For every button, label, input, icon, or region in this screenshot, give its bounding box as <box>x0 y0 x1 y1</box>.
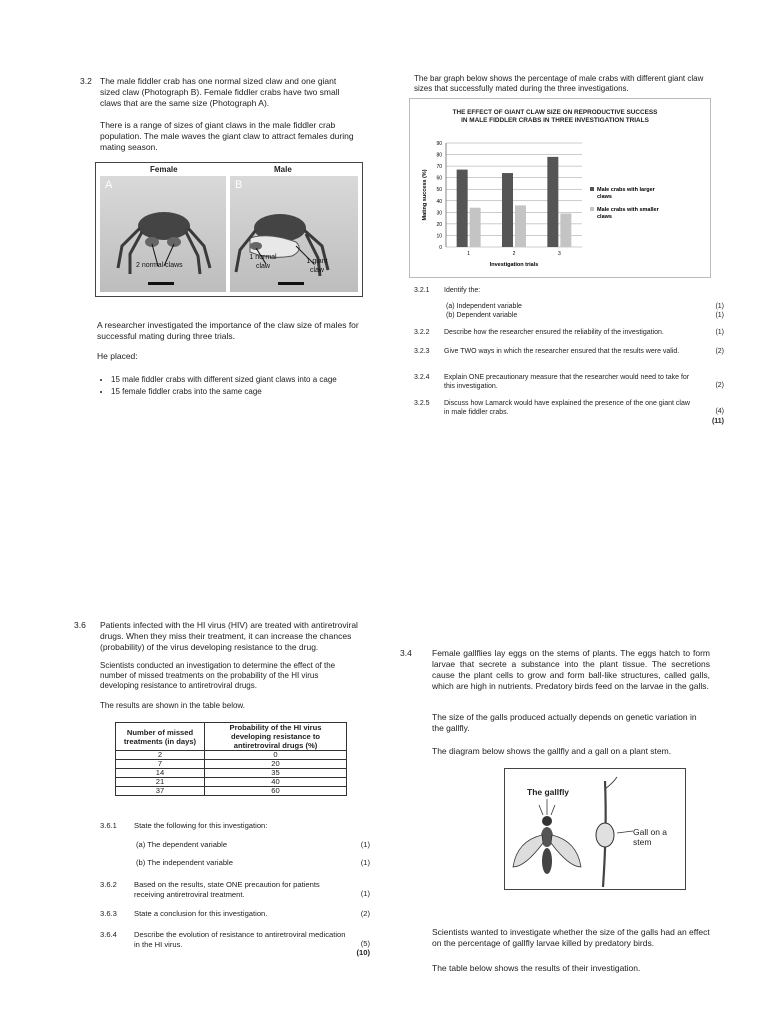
chart-title: THE EFFECT OF GIANT CLAW SIZE ON REPRODUCTIVE SUCCESS IN MALE FIDDLER CRABS IN THREE INVESTIGATION TRIALS <box>452 109 658 124</box>
legend-swatch <box>590 187 594 191</box>
normal-claw-label: 1 normal claw <box>249 254 277 270</box>
question-number: 3.4 <box>400 648 412 658</box>
question-marks: (2) <box>360 909 370 918</box>
table-row <box>116 778 347 787</box>
x-tick-label: 2 <box>512 251 516 257</box>
question-number: 3.2 <box>80 76 92 86</box>
bar <box>457 170 468 247</box>
q36-results: The results are shown in the table below. <box>100 701 245 710</box>
y-tick-label: 20 <box>436 221 442 228</box>
q34-diagram-intro: The diagram below shows the gallfly and a gall on a plant stem. <box>432 746 672 756</box>
question-text: Give TWO ways in which the researcher ensured that the results were valid. <box>444 348 680 355</box>
question-text: Explain ONE precautionary measure that the researcher would need to take for this investigation. <box>444 374 690 390</box>
y-tick-label: 0 <box>439 245 442 251</box>
question-text: State the following for this investigation: <box>134 821 268 830</box>
table-cell: 40 <box>205 778 347 787</box>
q34-size: The size of the galls produced actually depends on genetic variation in the gallfly. <box>432 712 697 733</box>
table-cell: 35 <box>205 769 347 778</box>
question-marks: (1) <box>360 840 370 849</box>
table-header: Number of missed treatments (in days) <box>116 723 205 751</box>
table-row <box>116 769 347 778</box>
question-number: 3.2.3 <box>414 348 430 355</box>
question-marks: (2) <box>715 382 724 389</box>
giant-claw-label: 1 giant claw <box>306 258 328 274</box>
table-row <box>116 751 347 760</box>
question-marks: (1) <box>715 312 724 319</box>
legend-label: Male crabs with larger claws <box>597 187 655 200</box>
question-text: Identify the: <box>444 287 481 294</box>
gallfly-label: The gallfly <box>527 787 570 797</box>
question-marks: (2) <box>715 348 724 355</box>
table-row <box>116 760 347 769</box>
question-number: 3.6.4 <box>100 930 117 939</box>
table-header: Probability of the HI virus developing resistance to antiretroviral drugs (%) <box>205 723 347 751</box>
x-tick-label: 3 <box>557 251 561 257</box>
table-cell: 2 <box>116 751 205 760</box>
question-text: Describe how the researcher ensured the reliability of the investigation. <box>444 329 664 336</box>
question-number: 3.2.5 <box>414 400 430 407</box>
table-cell: 7 <box>116 760 205 769</box>
photo-b-label: B <box>235 179 243 191</box>
q32-bullet-list <box>97 375 373 399</box>
q32-placed: He placed: <box>97 351 138 361</box>
total-marks: (11) <box>711 418 724 425</box>
question-text: (a) Independent variable <box>446 303 522 310</box>
female-label: Female <box>150 165 178 174</box>
question-marks: (1) <box>715 329 724 336</box>
gall-label: Gall on a stem <box>633 827 668 847</box>
table-cell: 37 <box>116 787 205 796</box>
male-label: Male <box>274 165 292 174</box>
legend-swatch <box>590 207 594 211</box>
question-marks: (4) <box>715 408 724 415</box>
y-tick-label: 40 <box>436 198 442 205</box>
list-item: • 15 female fiddler crabs into the same cage <box>111 387 373 397</box>
q36-scientists: Scientists conducted an investigation to determine the effect of the number of missed treatments on the probability of the HI virus developing resistance to antiretroviral drugs. <box>100 661 336 690</box>
question-marks: (1) <box>360 889 370 898</box>
question-text: (b) The independent variable <box>136 858 233 867</box>
x-tick-label: 1 <box>467 251 471 257</box>
table-row <box>116 787 347 796</box>
question-text: Discuss how Lamarck would have explained the presence of the one giant claw in male fiddler crabs. <box>444 400 690 416</box>
list-item: • 15 male fiddler crabs with different sized giant claws into a cage <box>111 375 373 385</box>
question-text: Describe the evolution of resistance to antiretroviral medication in the HI virus. <box>134 930 346 949</box>
gallfly-icon <box>513 799 581 874</box>
y-tick-label: 50 <box>436 187 442 194</box>
table-cell: 0 <box>205 751 347 760</box>
y-tick-label: 60 <box>436 175 442 182</box>
y-axis-label: Mating success (%) <box>422 169 428 221</box>
bar <box>515 205 526 247</box>
bar <box>547 157 558 247</box>
bar-chart <box>410 99 710 277</box>
gallfly-drawing <box>505 769 685 889</box>
q32-intro: The male fiddler crab has one normal sized claw and one giant sized claw (Photograph B). Female fiddler crabs have two small claws that are the same size (Photograph A). <box>100 76 340 108</box>
q32-range: There is a range of sizes of giant claws in the male fiddler crab population. The male waves the giant claw to attract females during mating season. <box>100 120 354 152</box>
photo-a-label: A <box>105 179 113 191</box>
question-text: (b) Dependent variable <box>446 312 518 319</box>
q32-researcher: A researcher investigated the importance of the claw size of males for successful mating during three trials. <box>97 320 359 341</box>
bar <box>502 173 513 247</box>
y-tick-label: 10 <box>436 233 442 240</box>
q34-table-intro: The table below shows the results of their investigation. <box>432 963 641 973</box>
legend-label: Male crabs with smaller claws <box>597 207 659 220</box>
question-text: State a conclusion for this investigation. <box>134 909 268 918</box>
hiv-results-table <box>115 722 347 796</box>
crab-photographs <box>95 162 363 297</box>
question-marks: (5) <box>360 939 370 948</box>
question-text: (a) The dependent variable <box>136 840 228 849</box>
question-text: Based on the results, state ONE precaution for patients receiving antiretroviral treatment. <box>134 880 320 899</box>
question-number: 3.6.2 <box>100 880 117 889</box>
q36-intro: Patients infected with the HI virus (HIV) are treated with antiretroviral drugs. When they miss their treatment, it can increase the chances (probability) of the virus developing resistance to the drug. <box>100 620 358 652</box>
table-cell: 20 <box>205 760 347 769</box>
y-tick-label: 70 <box>436 164 442 171</box>
total-marks: (10) <box>356 948 370 957</box>
q34-intro: Female gallflies lay eggs on the stems of plants. The eggs hatch to form larvae that secrete a substance into the plant tissue. The secretions cause the plant cells to grow and form ball-like structures, called galls, which are high in nutrients. Predatory birds feed on the larvae in the galls. <box>432 648 710 691</box>
question-number: 3.6.3 <box>100 909 117 918</box>
question-marks: (1) <box>360 858 370 867</box>
y-tick-label: 90 <box>436 141 442 147</box>
table-cell: 14 <box>116 769 205 778</box>
hiv-table-wrap <box>115 722 347 796</box>
table-cell: 60 <box>205 787 347 796</box>
bar <box>560 213 571 247</box>
normal-claws-label: 2 normal claws <box>136 262 183 269</box>
bar-chart-frame <box>409 98 711 278</box>
table-header-row <box>116 723 347 751</box>
question-number: 3.2.2 <box>414 329 430 336</box>
plant-stem-icon <box>596 777 633 887</box>
question-number: 3.6.1 <box>100 821 117 830</box>
question-number: 3.2.1 <box>414 287 430 294</box>
y-tick-label: 80 <box>436 152 442 159</box>
y-tick-label: 30 <box>436 210 442 217</box>
question-marks: (1) <box>715 303 724 310</box>
gallfly-diagram <box>504 768 686 890</box>
graph-intro: The bar graph below shows the percentage of male crabs with different giant claw sizes that successfully mated during the three investigations. <box>414 74 704 93</box>
x-axis-label: Investigation trials <box>489 262 539 268</box>
q34-scientists: Scientists wanted to investigate whether the size of the galls had an effect on the percentage of gallfly larvae killed by predatory birds. <box>432 927 710 948</box>
bar <box>470 208 481 247</box>
table-cell: 21 <box>116 778 205 787</box>
question-number: 3.6 <box>74 620 86 630</box>
question-number: 3.2.4 <box>414 374 430 381</box>
